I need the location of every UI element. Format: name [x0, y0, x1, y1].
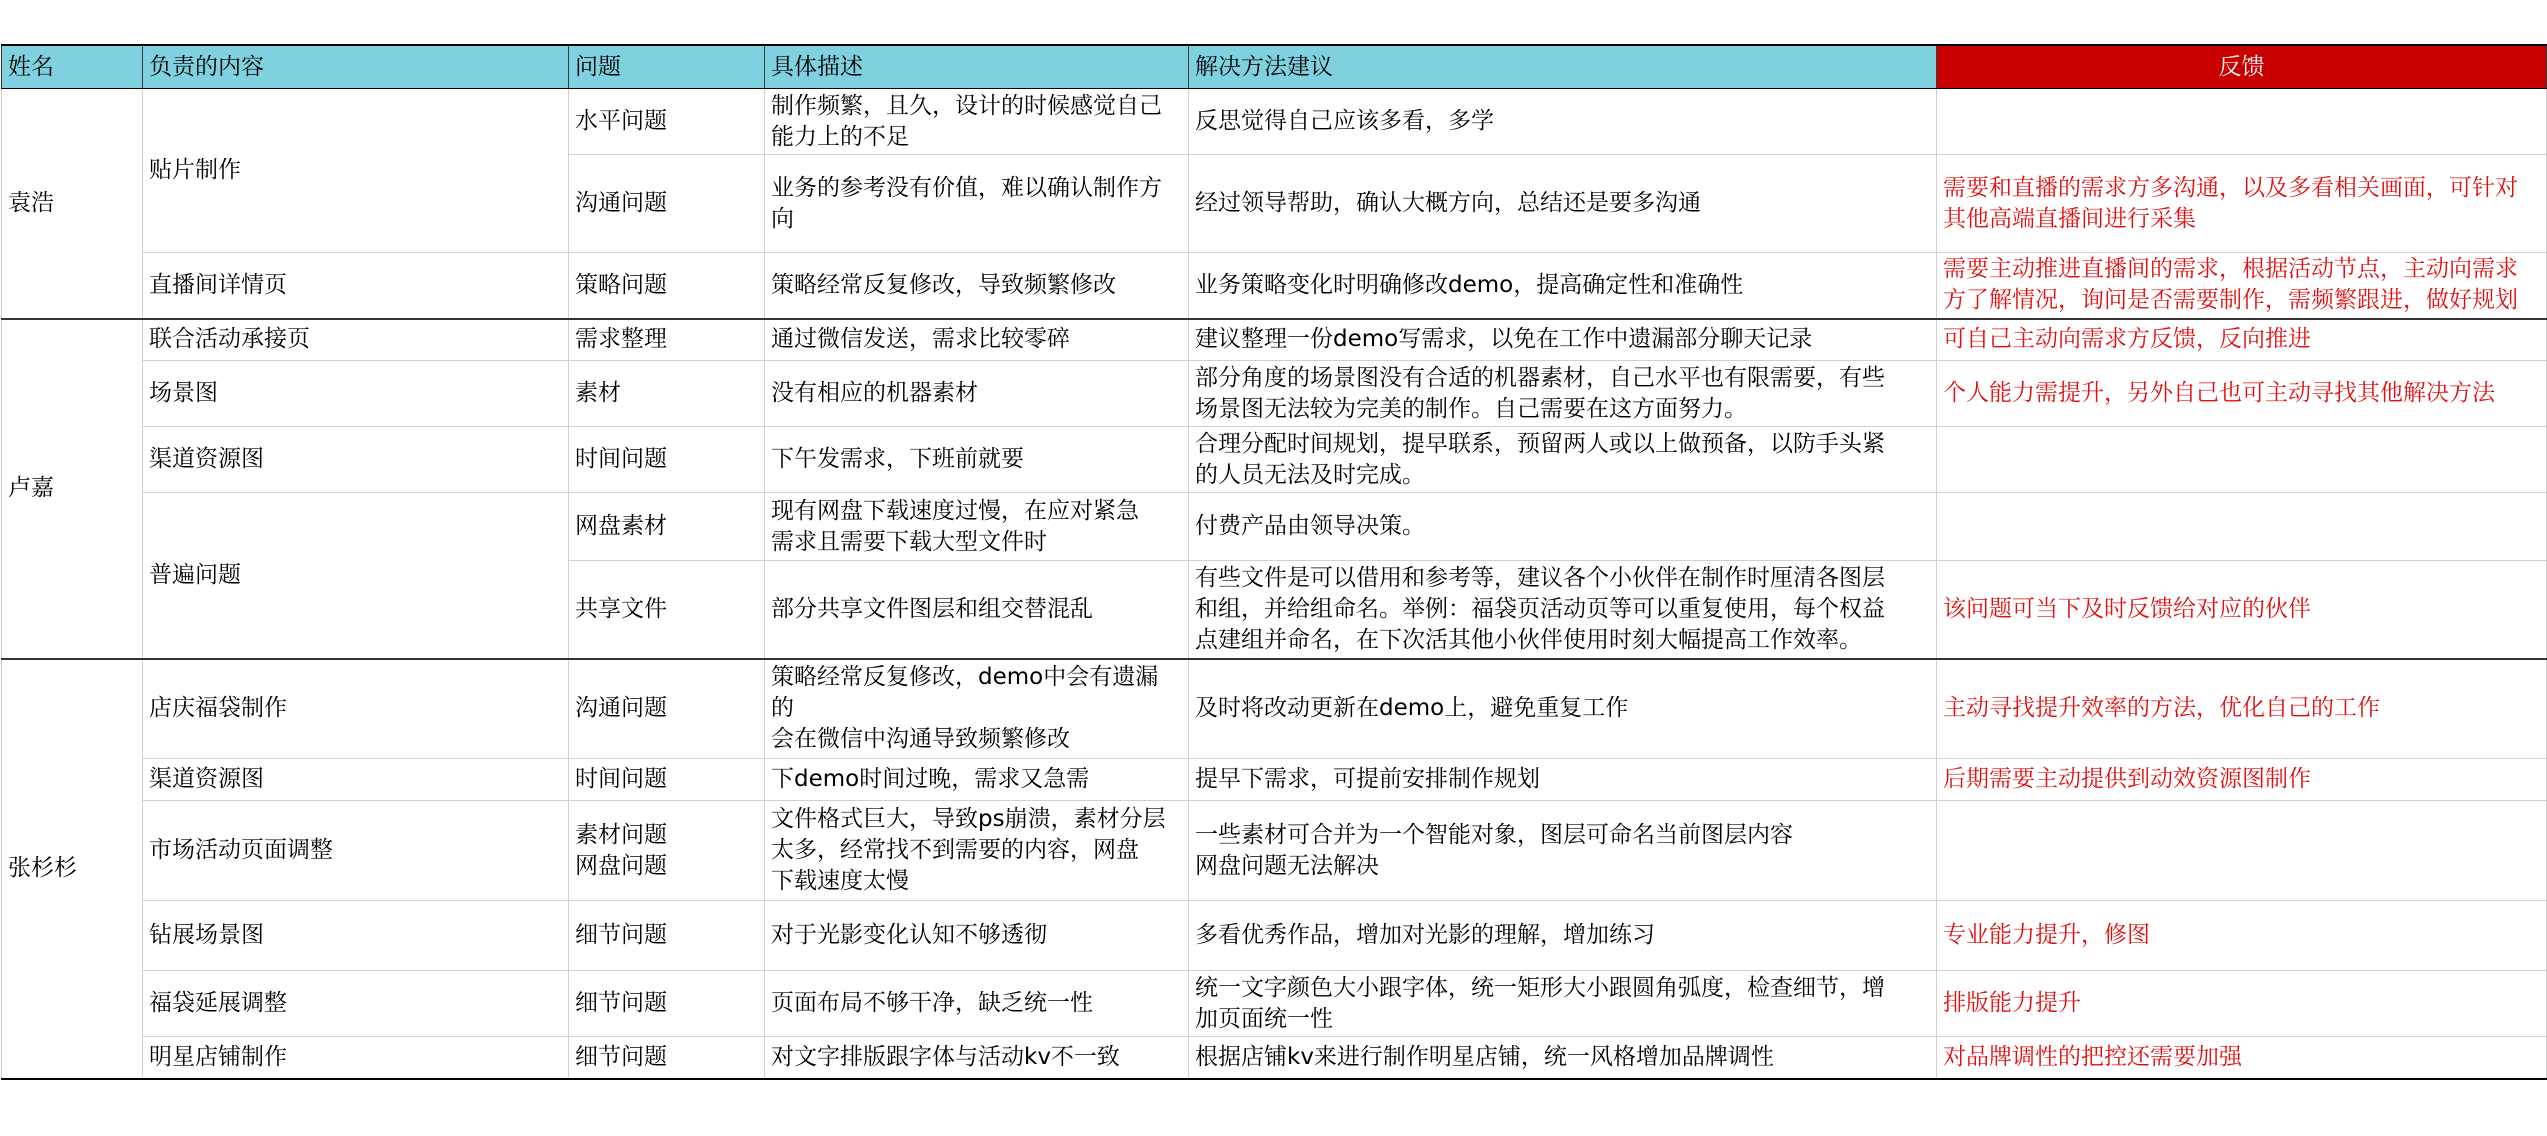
table-row — [2, 493, 2547, 561]
solution-cell: 多看优秀作品，增加对光影的理解，增加练习 — [1189, 901, 1937, 971]
table-row — [2, 361, 2547, 427]
description-cell: 对于光影变化认知不够透彻 — [765, 901, 1189, 971]
solution-cell: 经过领导帮助，确认大概方向，总结还是要多沟通 — [1189, 155, 1937, 253]
content-cell: 福袋延展调整 — [143, 971, 569, 1037]
issue-cell: 共享文件 — [569, 561, 765, 659]
person-name: 卢嘉 — [2, 319, 143, 659]
table-row — [2, 319, 2547, 361]
issue-cell: 沟通问题 — [569, 155, 765, 253]
solution-cell: 有些文件是可以借用和参考等，建议各个小伙伴在制作时厘清各图层 和组，并给组命名。举例：福袋页活动页等可以重复使用，每个权益 点建组并命名，在下次活其他小伙伴使用时刻大幅提高工作效率。 — [1189, 561, 1937, 659]
header-description: 具体描述 — [765, 45, 1189, 89]
content-cell: 普遍问题 — [143, 493, 569, 659]
header-feedback: 反馈 — [1937, 45, 2547, 89]
issue-cell: 网盘素材 — [569, 493, 765, 561]
header-name: 姓名 — [2, 45, 143, 89]
content-cell: 直播间详情页 — [143, 253, 569, 319]
content-cell: 渠道资源图 — [143, 427, 569, 493]
content-cell: 联合活动承接页 — [143, 319, 569, 361]
feedback-cell: 个人能力需提升，另外自己也可主动寻找其他解决方法 — [1937, 361, 2547, 427]
table-row — [2, 801, 2547, 901]
issue-cell: 策略问题 — [569, 253, 765, 319]
person-name: 张杉杉 — [2, 659, 143, 1079]
header-row — [2, 45, 2547, 89]
feedback-cell: 需要主动推进直播间的需求，根据活动节点，主动向需求 方了解情况，询问是否需要制作，需频繁跟进，做好规划 — [1937, 253, 2547, 319]
description-cell: 对文字排版跟字体与活动kv不一致 — [765, 1037, 1189, 1079]
header-solution: 解决方法建议 — [1189, 45, 1937, 89]
feedback-cell: 可自己主动向需求方反馈，反向推进 — [1937, 319, 2547, 361]
content-cell: 贴片制作 — [143, 89, 569, 253]
feedback-cell — [1937, 427, 2547, 493]
solution-cell: 一些素材可合并为一个智能对象，图层可命名当前图层内容 网盘问题无法解决 — [1189, 801, 1937, 901]
feedback-cell: 后期需要主动提供到动效资源图制作 — [1937, 759, 2547, 801]
description-cell: 现有网盘下载速度过慢，在应对紧急 需求且需要下载大型文件时 — [765, 493, 1189, 561]
issue-cell: 细节问题 — [569, 901, 765, 971]
feedback-cell: 对品牌调性的把控还需要加强 — [1937, 1037, 2547, 1079]
solution-cell: 统一文字颜色大小跟字体，统一矩形大小跟圆角弧度，检查细节，增 加页面统一性 — [1189, 971, 1937, 1037]
issue-cell: 需求整理 — [569, 319, 765, 361]
content-cell: 明星店铺制作 — [143, 1037, 569, 1079]
table-row — [2, 971, 2547, 1037]
feedback-cell: 主动寻找提升效率的方法，优化自己的工作 — [1937, 659, 2547, 759]
feedback-cell: 需要和直播的需求方多沟通，以及多看相关画面，可针对 其他高端直播间进行采集 — [1937, 155, 2547, 253]
description-cell: 部分共享文件图层和组交替混乱 — [765, 561, 1189, 659]
description-cell: 下demo时间过晚，需求又急需 — [765, 759, 1189, 801]
table-row — [2, 659, 2547, 759]
feedback-cell — [1937, 493, 2547, 561]
feedback-cell — [1937, 89, 2547, 155]
content-cell: 市场活动页面调整 — [143, 801, 569, 901]
table-row — [2, 901, 2547, 971]
issue-cell: 细节问题 — [569, 971, 765, 1037]
feedback-table — [1, 44, 2547, 1080]
solution-cell: 部分角度的场景图没有合适的机器素材，自己水平也有限需要，有些 场景图无法较为完美的制作。自己需要在这方面努力。 — [1189, 361, 1937, 427]
feedback-cell — [1937, 801, 2547, 901]
feedback-cell: 专业能力提升，修图 — [1937, 901, 2547, 971]
content-cell: 渠道资源图 — [143, 759, 569, 801]
solution-cell: 付费产品由领导决策。 — [1189, 493, 1937, 561]
solution-cell: 提早下需求，可提前安排制作规划 — [1189, 759, 1937, 801]
table-row — [2, 89, 2547, 155]
issue-cell: 时间问题 — [569, 759, 765, 801]
header-issue: 问题 — [569, 45, 765, 89]
description-cell: 没有相应的机器素材 — [765, 361, 1189, 427]
solution-cell: 根据店铺kv来进行制作明星店铺，统一风格增加品牌调性 — [1189, 1037, 1937, 1079]
description-cell: 下午发需求，下班前就要 — [765, 427, 1189, 493]
issue-cell: 时间问题 — [569, 427, 765, 493]
description-cell: 文件格式巨大，导致ps崩溃，素材分层 太多，经常找不到需要的内容，网盘 下载速度太慢 — [765, 801, 1189, 901]
solution-cell: 及时将改动更新在demo上，避免重复工作 — [1189, 659, 1937, 759]
description-cell: 通过微信发送，需求比较零碎 — [765, 319, 1189, 361]
content-cell: 店庆福袋制作 — [143, 659, 569, 759]
description-cell: 制作频繁，且久，设计的时候感觉自己 能力上的不足 — [765, 89, 1189, 155]
issue-cell: 素材问题 网盘问题 — [569, 801, 765, 901]
table-row — [2, 759, 2547, 801]
table-row — [2, 1037, 2547, 1079]
table-row — [2, 427, 2547, 493]
description-cell: 业务的参考没有价值，难以确认制作方 向 — [765, 155, 1189, 253]
table-row — [2, 253, 2547, 319]
issue-cell: 素材 — [569, 361, 765, 427]
solution-cell: 业务策略变化时明确修改demo，提高确定性和准确性 — [1189, 253, 1937, 319]
header-content: 负责的内容 — [143, 45, 569, 89]
solution-cell: 建议整理一份demo写需求，以免在工作中遗漏部分聊天记录 — [1189, 319, 1937, 361]
description-cell: 策略经常反复修改，导致频繁修改 — [765, 253, 1189, 319]
issue-cell: 沟通问题 — [569, 659, 765, 759]
issue-cell: 细节问题 — [569, 1037, 765, 1079]
content-cell: 场景图 — [143, 361, 569, 427]
person-name: 袁浩 — [2, 89, 143, 319]
solution-cell: 合理分配时间规划，提早联系，预留两人或以上做预备，以防手头紧 的人员无法及时完成。 — [1189, 427, 1937, 493]
description-cell: 策略经常反复修改，demo中会有遗漏 的 会在微信中沟通导致频繁修改 — [765, 659, 1189, 759]
solution-cell: 反思觉得自己应该多看，多学 — [1189, 89, 1937, 155]
issue-cell: 水平问题 — [569, 89, 765, 155]
description-cell: 页面布局不够干净，缺乏统一性 — [765, 971, 1189, 1037]
feedback-cell: 排版能力提升 — [1937, 971, 2547, 1037]
feedback-cell: 该问题可当下及时反馈给对应的伙伴 — [1937, 561, 2547, 659]
content-cell: 钻展场景图 — [143, 901, 569, 971]
